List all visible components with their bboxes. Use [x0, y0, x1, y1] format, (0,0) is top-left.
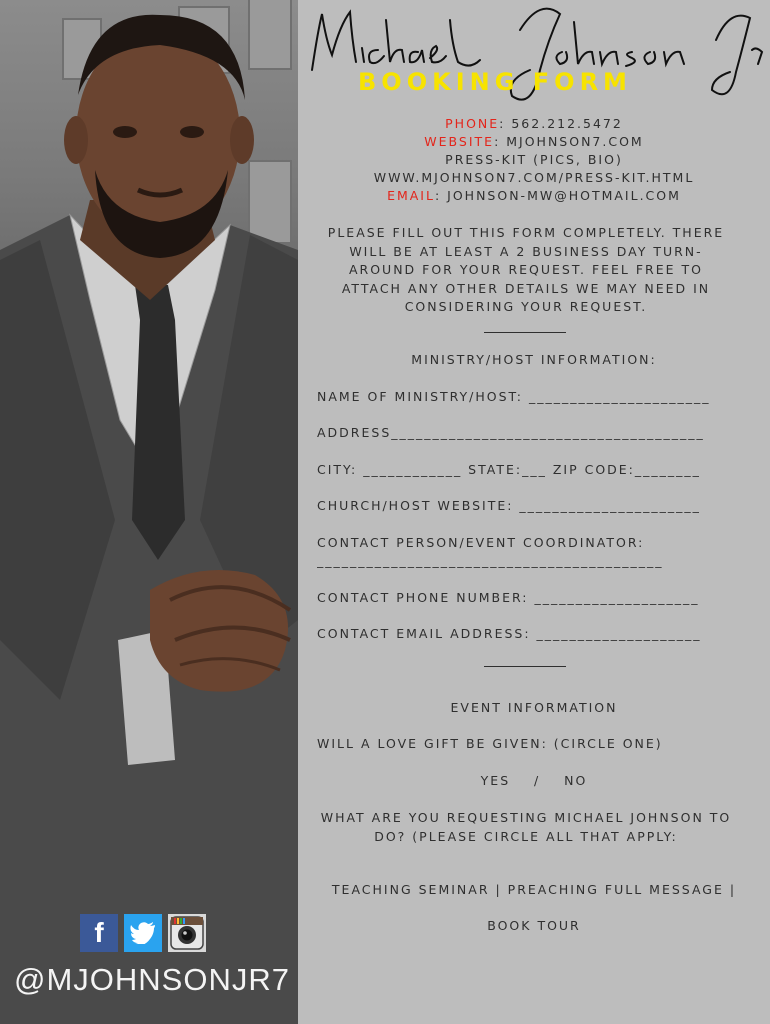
address-field[interactable]: ADDRESS______________________________________ — [317, 425, 705, 440]
website-line — [298, 134, 770, 149]
divider — [484, 332, 566, 333]
instructions-paragraph: PLEASE FILL OUT THIS FORM COMPLETELY. THERE WILL BE AT LEAST A 2 BUSINESS DAY TURN-AROUND FOR YOUR REQUEST. FEEL FREE TO ATTACH ANY OTHER DETAILS WE MAY NEED IN CONSIDERING YOUR REQUEST. — [327, 225, 725, 314]
phone-value: : 562.212.5472 — [499, 116, 623, 131]
love-gift-question: WILL A LOVE GIFT BE GIVEN: (CIRCLE ONE) — [317, 736, 663, 751]
host-website-field[interactable]: CHURCH/HOST WEBSITE: ______________________ — [317, 498, 701, 513]
request-question: WHAT ARE YOU REQUESTING MICHAEL JOHNSON TO DO? (PLEASE CIRCLE ALL THAT APPLY: — [320, 810, 732, 844]
contact-phone-field[interactable]: CONTACT PHONE NUMBER: ____________________ — [317, 590, 700, 605]
website-value[interactable]: : MJOHNSON7.COM — [494, 134, 644, 149]
email-label: EMAIL — [387, 188, 435, 203]
email-value[interactable]: : JOHNSON-MW@HOTMAIL.COM — [434, 188, 681, 203]
instagram-icon[interactable] — [168, 914, 206, 952]
portrait-photo — [0, 0, 298, 1024]
email-line — [298, 188, 770, 203]
yes-no-options[interactable]: YES / NO — [480, 773, 588, 788]
ministry-section-heading: MINISTRY/HOST INFORMATION: — [411, 352, 657, 367]
divider — [484, 666, 566, 667]
event-section-heading: EVENT INFORMATION — [450, 700, 618, 715]
contact-person-field[interactable]: __________________________________________ — [317, 553, 664, 568]
website-label: WEBSITE — [424, 134, 495, 149]
social-icons — [80, 914, 210, 952]
presskit-line-1: PRESS-KIT (PICS, BIO) — [445, 152, 623, 167]
city-state-zip-field[interactable]: CITY: ____________ STATE:___ ZIP CODE:________ — [317, 462, 701, 477]
phone-label: PHONE — [445, 116, 500, 131]
ministry-name-field[interactable]: NAME OF MINISTRY/HOST: ______________________ — [317, 389, 711, 404]
contact-person-label: CONTACT PERSON/EVENT COORDINATOR: — [317, 535, 645, 550]
twitter-icon[interactable] — [124, 914, 162, 952]
facebook-icon[interactable]: f — [80, 914, 118, 952]
contact-email-field[interactable]: CONTACT EMAIL ADDRESS: ____________________ — [317, 626, 702, 641]
presskit-link[interactable]: WWW.MJOHNSON7.COM/PRESS-KIT.HTML — [373, 170, 695, 185]
phone-line — [298, 116, 770, 131]
man-in-suit-illustration — [0, 0, 298, 1024]
request-options-line-1[interactable]: TEACHING SEMINAR | PREACHING FULL MESSAGE | — [331, 882, 737, 897]
request-options-line-2[interactable]: BOOK TOUR — [487, 918, 581, 933]
form-title: BOOKING FORM — [358, 68, 632, 96]
social-handle: @MJOHNSONJR7 — [14, 962, 290, 997]
